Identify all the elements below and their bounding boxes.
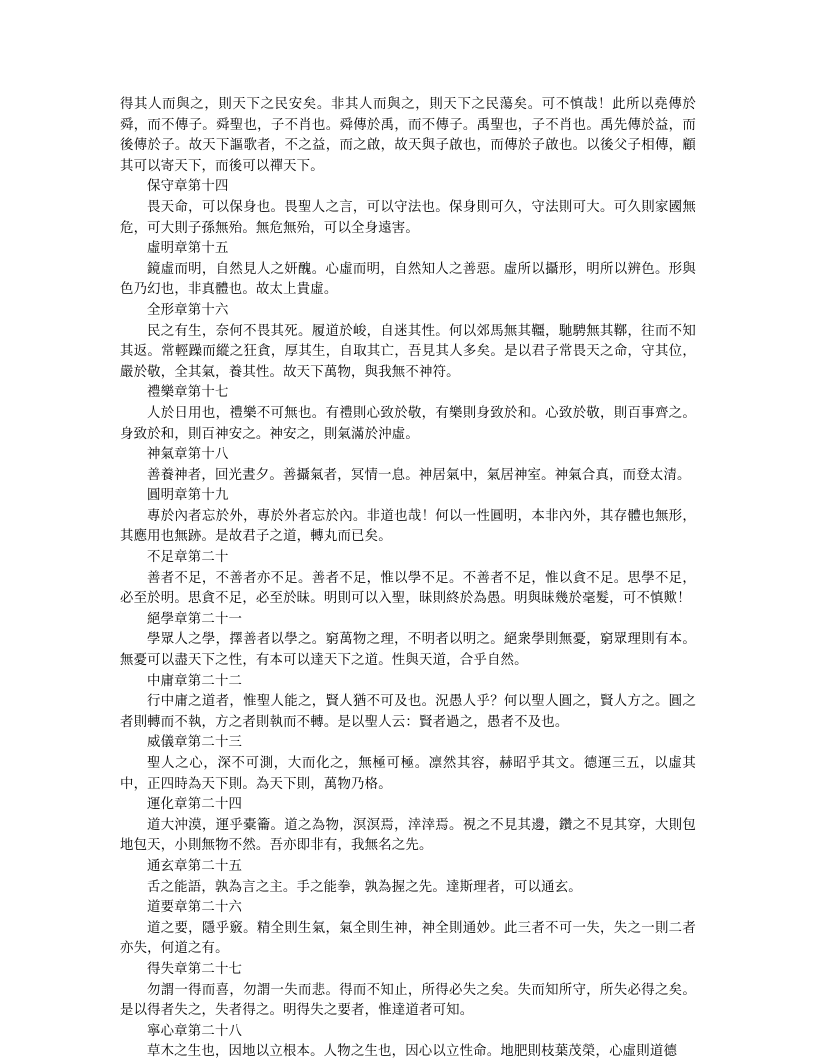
section-baoshou — [120, 177, 696, 239]
section-heading: 運化章第二十四 — [147, 797, 243, 813]
section-heading: 全形章第十六 — [147, 302, 229, 318]
opening-paragraph: 得其人而與之，則天下之民安矣。非其人而與之，則天下之民蕩矣。可不慎哉！此所以堯傳於舜，而不傳子。舜聖也，子不肖也。舜傳於禹，而不傳子。禹聖也，子不肖也。禹先傳於益，而後傳於子。故天下謳歌者，不之益，而之啟，故天與子啟也，而傳於子啟也。以後父子相傳，顧其可以寄天下，而後可以禪天下。 — [120, 97, 696, 174]
section-paragraph: 鏡虛而明，自然見人之妍醜。心虛而明，自然知人之善惡。虛所以攝形，明所以辨色。形與色乃幻也，非真體也。故太上貴虛。 — [120, 261, 696, 298]
section-paragraph: 善養神者，回光晝夕。善攝氣者，冥情一息。神居氣中，氣居神室。神氣合真，而登太清。 — [147, 467, 691, 483]
section-zhongyong — [120, 672, 696, 734]
section-weiyi — [120, 733, 696, 795]
section-yunhua — [120, 795, 696, 857]
document-page — [120, 95, 696, 1063]
section-heading: 不足章第二十 — [147, 550, 229, 566]
section-buzu — [120, 548, 696, 610]
section-paragraph: 舌之能語，孰為言之主。手之能拳，孰為握之先。達斯理者，可以通玄。 — [147, 879, 582, 895]
section-heading: 虛明章第十五 — [147, 241, 229, 257]
section-ningxin — [120, 1022, 696, 1063]
section-heading: 寧心章第二十八 — [147, 1023, 243, 1039]
section-paragraph: 畏天命，可以保身也。畏聖人之言，可以守法也。保身則可久，守法則可大。可久則家國無危，可大則子孫無殆。無危無殆，可以全身遠害。 — [120, 199, 696, 236]
section-heading: 中庸章第二十二 — [147, 673, 243, 689]
section-deshi — [120, 960, 696, 1022]
section-quanxing — [120, 301, 696, 383]
section-yuanming — [120, 486, 696, 548]
section-paragraph: 草木之生也，因地以立根本。人物之生也，因心以立性命。地肥則枝葉茂榮，心虛則道德 — [147, 1044, 678, 1060]
section-heading: 得失章第二十七 — [147, 961, 243, 977]
section-juexue — [120, 610, 696, 672]
section-heading: 絕學章第二十一 — [147, 611, 243, 627]
section-paragraph: 專於內者忘於外，專於外者忘於內。非道也哉！何以一性圓明，本非內外，其存體也無形，其應用也無跡。是故君子之道，轉丸而已矣。 — [120, 508, 696, 545]
section-liyue — [120, 383, 696, 445]
section-heading: 圓明章第十九 — [147, 488, 229, 504]
section-paragraph: 人於日用也，禮樂不可無也。有禮則心致於敬，有樂則身致於和。心致於敬，則百事齊之。身致於和，則百神安之。神安之，則氣滿於沖虛。 — [120, 405, 696, 442]
section-paragraph: 道大沖漠，運乎橐籥。道之為物，溟溟焉，涬涬焉。視之不見其邊，鑽之不見其穿，大則包地包天，小則無物不然。吾亦即非有，我無名之先。 — [120, 817, 696, 854]
section-heading: 通玄章第二十五 — [147, 858, 243, 874]
section-heading: 保守章第十四 — [147, 179, 229, 195]
section-heading: 禮樂章第十七 — [147, 385, 229, 401]
section-paragraph: 勿謂一得而喜，勿謂一失而悲。得而不知止，所得必失之矣。失而知所守，所失必得之矣。是以得者失之，失者得之。明得失之要者，惟達道者可知。 — [120, 982, 696, 1019]
section-heading: 道要章第二十六 — [147, 900, 243, 916]
section-shenqi — [120, 445, 696, 486]
section-paragraph: 善者不足，不善者亦不足。善者不足，惟以學不足。不善者不足，惟以貪不足。思學不足，必至於明。思貪不足，必至於昧。明則可以入聖，昧則終於為愚。明與昧幾於毫髮，可不慎歟！ — [120, 570, 696, 607]
section-heading: 神氣章第十八 — [147, 447, 229, 463]
section-paragraph: 聖人之心，深不可測，大而化之，無極可極。凛然其容，赫昭乎其文。德運三五，以虛其中，正四時為天下則。為天下則，萬物乃格。 — [120, 756, 696, 792]
section-paragraph: 行中庸之道者，惟聖人能之，賢人猶不可及也。況愚人乎？何以聖人圓之，賢人方之。圓之者則轉而不執，方之者則執而不轉。是以聖人云：賢者過之，愚者不及也。 — [120, 694, 696, 730]
section-heading: 威儀章第二十三 — [147, 735, 243, 751]
section-paragraph: 學眾人之學，擇善者以學之。窮萬物之理，不明者以明之。絕衆學則無憂，窮眾理則有本。無憂可以盡天下之性，有本可以達天下之道。性與天道，合乎自然。 — [120, 632, 696, 669]
section-tongxuan — [120, 857, 696, 898]
section-xuming — [120, 239, 696, 301]
section-paragraph: 民之有生，奈何不畏其死。履道於峻，自迷其性。何以郊馬無其韁，馳騁無其鞹，往而不知其返。常輕躁而縱之狂貪，厚其生，自取其亡，吾見其人多矣。是以君子常畏天之命，守其位，嚴於敬，全其氣，養其性。故天下萬物，與我無不神符。 — [120, 323, 696, 380]
section-daoyao — [120, 898, 696, 960]
section-paragraph: 道之要，隱乎竅。精全則生氣，氣全則生神，神全則通妙。此三者不可一失，失之一則二者亦失，何道之有。 — [120, 920, 696, 957]
